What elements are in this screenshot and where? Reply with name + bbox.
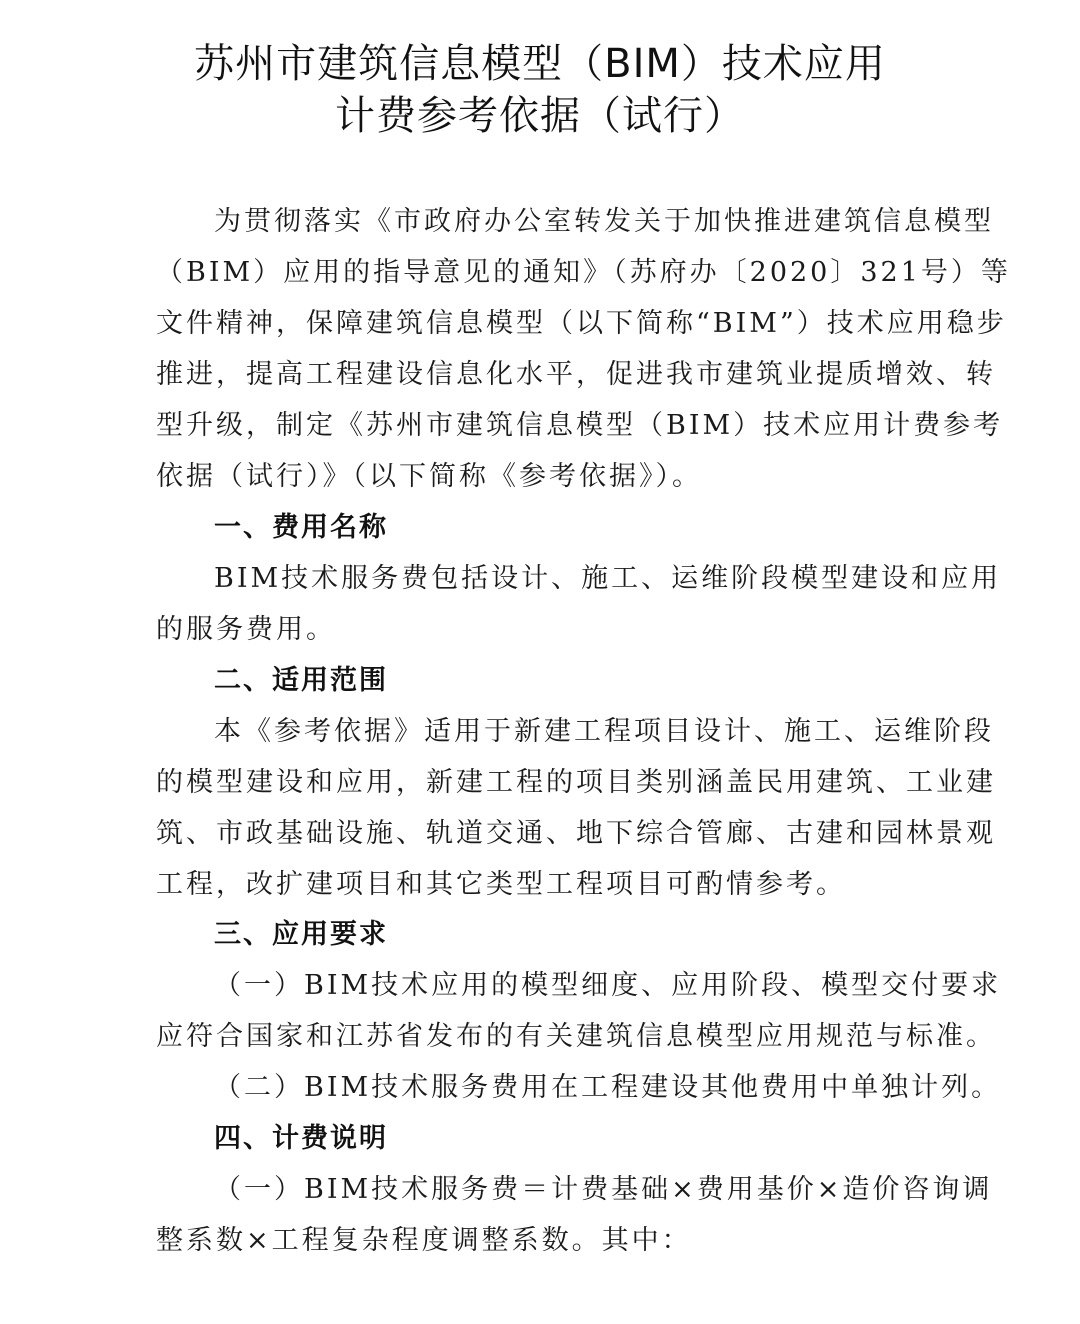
section-1-line-2: 的服务费用。 xyxy=(156,614,336,645)
document-title-line-2: 计费参考依据（试行） xyxy=(335,93,745,139)
intro-line-6: 依据（试行）》（以下简称《参考依据》）。 xyxy=(156,461,702,492)
section-1-line-1: BIM技术服务费包括设计、施工、运维阶段模型建设和应用 xyxy=(214,563,1002,594)
section-4-line-2: 整系数×工程复杂程度调整系数。其中： xyxy=(156,1225,692,1256)
section-3-line-2: 应符合国家和江苏省发布的有关建筑信息模型应用规范与标准。 xyxy=(156,1021,996,1052)
document-title-line-1: 苏州市建筑信息模型（BIM）技术应用 xyxy=(194,41,886,87)
section-2-line-3: 筑、市政基础设施、轨道交通、地下综合管廊、古建和园林景观 xyxy=(156,818,996,849)
intro-line-3: 文件精神，保障建筑信息模型（以下简称“BIM”）技术应用稳步 xyxy=(156,308,1007,339)
intro-line-4: 推进，提高工程建设信息化水平，促进我市建筑业提质增效、转 xyxy=(156,359,996,390)
section-heading-1: 一、费用名称 xyxy=(214,512,388,543)
intro-line-2: （BIM）应用的指导意见的通知》（苏府办〔2020〕321号）等 xyxy=(156,257,1011,288)
section-2-line-1: 本《参考依据》适用于新建工程项目设计、施工、运维阶段 xyxy=(214,716,994,747)
section-2-line-2: 的模型建设和应用，新建工程的项目类别涵盖民用建筑、工业建 xyxy=(156,767,996,798)
section-4-line-1: （一）BIM技术服务费＝计费基础×费用基价×造价咨询调 xyxy=(214,1174,993,1205)
section-2-line-4: 工程，改扩建项目和其它类型工程项目可酌情参考。 xyxy=(156,869,846,900)
intro-line-5: 型升级，制定《苏州市建筑信息模型（BIM）技术应用计费参考 xyxy=(156,410,1004,441)
section-heading-2: 二、适用范围 xyxy=(214,665,388,696)
section-3-line-1: （一）BIM技术应用的模型细度、应用阶段、模型交付要求 xyxy=(214,970,1002,1001)
section-3-line-3: （二）BIM技术服务费用在工程建设其他费用中单独计列。 xyxy=(214,1072,1002,1103)
section-heading-4: 四、计费说明 xyxy=(214,1123,388,1154)
section-heading-3: 三、应用要求 xyxy=(214,919,388,950)
intro-line-1: 为贯彻落实《市政府办公室转发关于加快推进建筑信息模型 xyxy=(214,206,994,237)
